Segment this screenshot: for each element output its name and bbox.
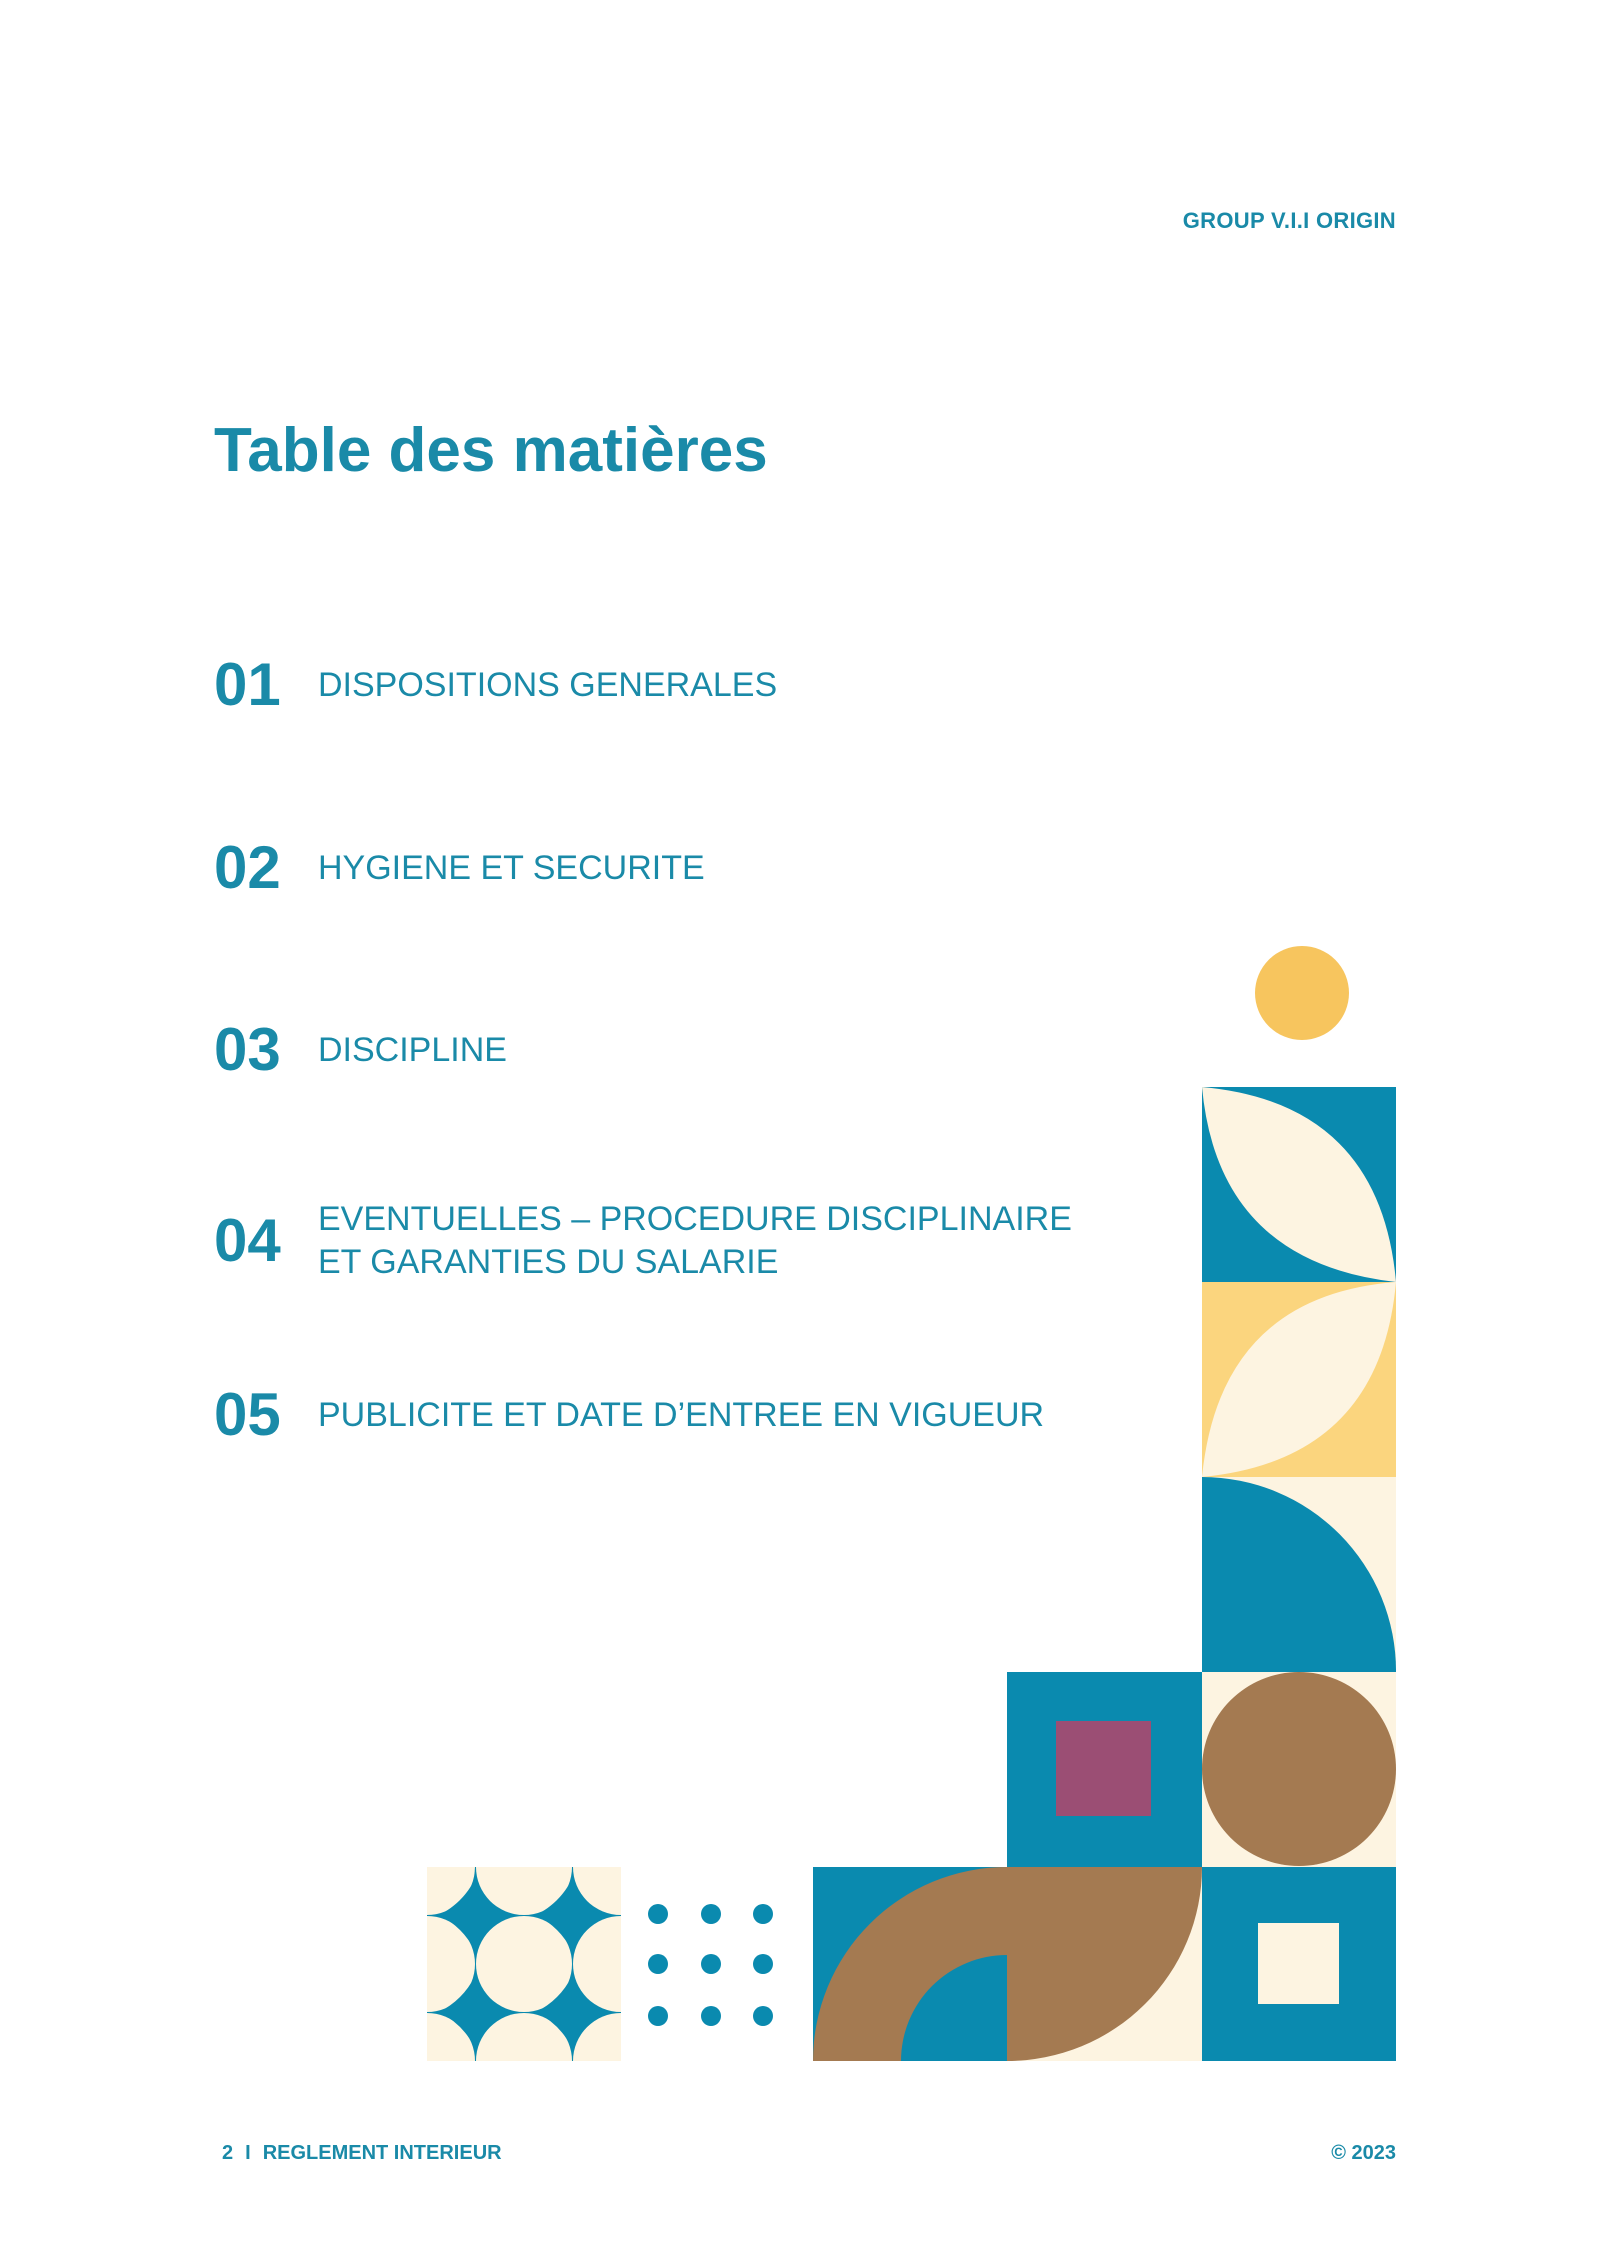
quarter-circle-tile [1202, 1477, 1396, 1672]
yellow-sun-circle [1255, 946, 1349, 1040]
purple-square-tile [1007, 1672, 1202, 1867]
toc-number: 05 [214, 1381, 281, 1448]
brown-quarter-tile [1007, 1867, 1202, 2061]
page-number: 2 [222, 2142, 234, 2164]
toc-label: DISPOSITIONS GENERALES [318, 665, 778, 704]
toc-label: DISCIPLINE [318, 1030, 507, 1069]
dot-grid [648, 1904, 773, 2026]
leaf-tile-teal [1202, 1087, 1396, 1282]
toc-number: 01 [214, 651, 281, 718]
toc-label: PUBLICITE ET DATE D’ENTREE EN VIGUEUR [318, 1395, 1045, 1434]
header-organization: GROUP V.I.I ORIGIN [1182, 208, 1396, 233]
leaf-tile-yellow [1202, 1282, 1396, 1477]
toc-label: EVENTUELLES – PROCEDURE DISCIPLINAIRE ET GARANTIES DU SALARIE [318, 1200, 1072, 1281]
footer-document-info [222, 2142, 502, 2165]
toc-number: 04 [214, 1206, 281, 1274]
toc-label: HYGIENE ET SECURITE [318, 848, 705, 887]
brown-arch-tile [813, 1867, 1007, 2061]
page-title: Table des matières [214, 416, 768, 485]
document-name: REGLEMENT INTERIEUR [262, 2142, 502, 2164]
toc-number: 03 [214, 1016, 281, 1083]
footer-copyright: © 2023 [1331, 2142, 1396, 2164]
star-pattern-tile [379, 1819, 669, 2109]
footer-separator: I [245, 2142, 251, 2164]
cream-square-tile [1202, 1867, 1396, 2061]
toc-number: 02 [214, 834, 281, 901]
brown-circle-tile [1202, 1672, 1396, 1867]
